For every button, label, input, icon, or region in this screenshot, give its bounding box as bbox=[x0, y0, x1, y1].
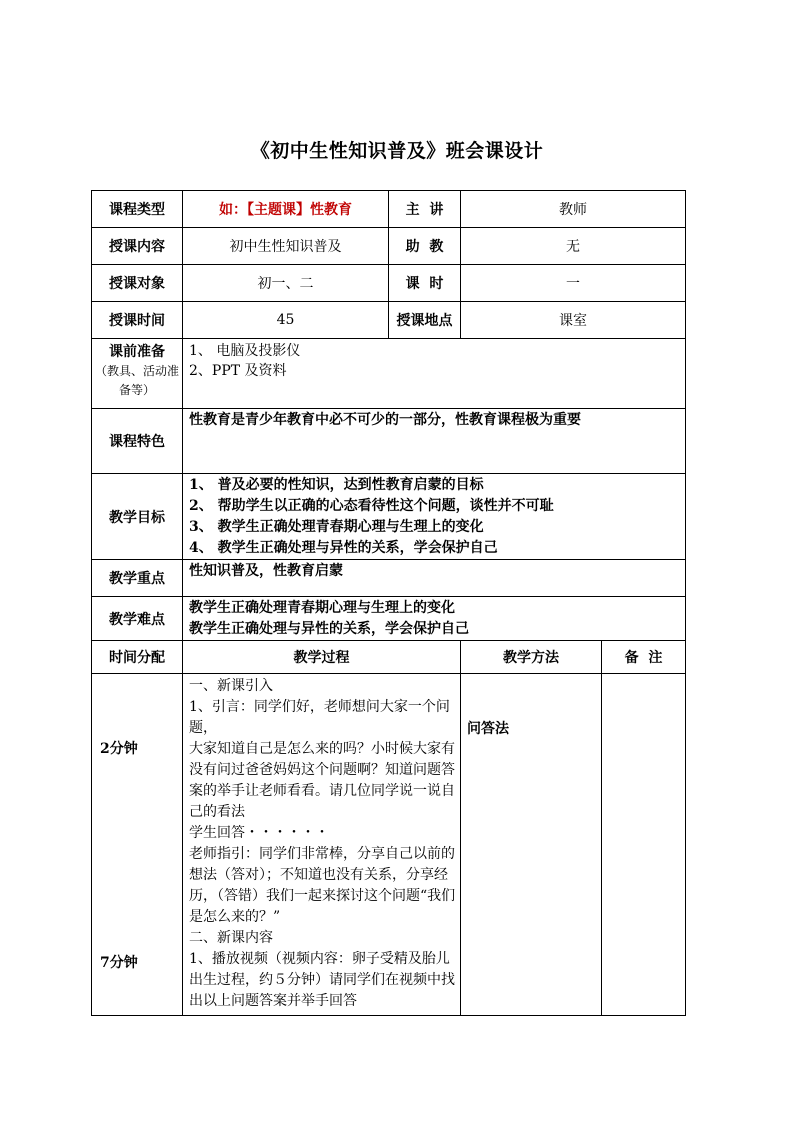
preparation-sublabel: （教具、活动准备等） bbox=[94, 364, 179, 397]
preparation-label: 课前准备 bbox=[109, 344, 165, 360]
row-content bbox=[92, 228, 686, 265]
preparation-label-cell bbox=[92, 339, 183, 409]
place-value: 课室 bbox=[461, 302, 686, 339]
feature-value: 性教育是青少年教育中必不可少的一部分，性教育课程极为重要 bbox=[183, 409, 686, 474]
difficulty-item: 教学生正确处理青春期心理与生理上的变化 bbox=[189, 600, 455, 616]
process-line: 老师指引：同学们非常棒，分享自己以前的想法（答对）；不知道也没有关系，分享经历，（答错）我们一起来探讨这个问题“我们是怎么来的？” bbox=[189, 846, 456, 925]
difficulty-label: 教学难点 bbox=[92, 597, 183, 641]
preparation-value bbox=[183, 339, 686, 409]
preparation-item: 2、PPT 及资料 bbox=[189, 363, 287, 379]
schedule-header-method: 教学方法 bbox=[461, 641, 602, 674]
teaching-process bbox=[183, 674, 461, 1016]
key-point-label: 教学重点 bbox=[92, 560, 183, 597]
process-line: 二、新课内容 bbox=[189, 930, 273, 946]
course-type-value: 如：【主题课】性教育 bbox=[183, 191, 389, 228]
lesson-plan-table bbox=[91, 190, 686, 1016]
schedule-time-cell bbox=[92, 674, 183, 1016]
hours-label: 课 时 bbox=[389, 265, 461, 302]
schedule-header-row bbox=[92, 641, 686, 674]
difficulty-list bbox=[183, 597, 686, 641]
goal-list bbox=[183, 474, 686, 560]
lecturer-label: 主 讲 bbox=[389, 191, 461, 228]
time-value: 45 bbox=[183, 302, 389, 339]
schedule-row bbox=[92, 674, 686, 1016]
goal-label: 教学目标 bbox=[92, 474, 183, 560]
course-type-label: 课程类型 bbox=[92, 191, 183, 228]
target-label: 授课对象 bbox=[92, 265, 183, 302]
page-title: 《初中生性知识普及》班会课设计 bbox=[250, 140, 544, 162]
schedule-header-process: 教学过程 bbox=[183, 641, 461, 674]
assistant-value: 无 bbox=[461, 228, 686, 265]
goal-item: 2、 帮助学生以正确的心态看待性这个问题，谈性并不可耻 bbox=[189, 498, 554, 514]
process-line: 一、新课引入 bbox=[189, 678, 273, 694]
content-label: 授课内容 bbox=[92, 228, 183, 265]
preparation-item: 1、 电脑及投影仪 bbox=[189, 343, 301, 359]
process-line: 大家知道自己是怎么来的吗？小时候大家有没有问过爸爸妈妈这个问题啊？知道问题答案的举手让老师看看。请几位同学说一说自己的看法 bbox=[189, 741, 455, 820]
row-goals bbox=[92, 474, 686, 560]
target-value: 初一、二 bbox=[183, 265, 389, 302]
process-line: 1、引言：同学们好，老师想问大家一个问题， bbox=[189, 699, 450, 736]
row-target bbox=[92, 265, 686, 302]
goal-item: 4、 教学生正确处理与异性的关系，学会保护自己 bbox=[189, 540, 498, 556]
feature-label: 课程特色 bbox=[92, 409, 183, 474]
hours-value: 一 bbox=[461, 265, 686, 302]
time-label: 授课时间 bbox=[92, 302, 183, 339]
process-line: 学生回答・・・・・・ bbox=[189, 825, 329, 841]
row-key-point bbox=[92, 560, 686, 597]
row-preparation bbox=[92, 339, 686, 409]
row-feature bbox=[92, 409, 686, 474]
content-value: 初中生性知识普及 bbox=[183, 228, 389, 265]
time-allocation: 2分钟 bbox=[100, 741, 138, 757]
goal-item: 1、 普及必要的性知识，达到性教育启蒙的目标 bbox=[189, 477, 484, 493]
key-point-value: 性知识普及，性教育启蒙 bbox=[183, 560, 686, 597]
place-label: 授课地点 bbox=[389, 302, 461, 339]
time-allocation: 7分钟 bbox=[100, 955, 138, 971]
notes-cell bbox=[602, 674, 686, 1016]
process-line: 1、播放视频（视频内容：卵子受精及胎儿出生过程，约５分钟）请同学们在视频中找出以上问题答案并举手回答 bbox=[189, 951, 455, 1009]
teaching-method: 问答法 bbox=[461, 674, 602, 1016]
row-course-type bbox=[92, 191, 686, 228]
difficulty-item: 教学生正确处理与异性的关系，学会保护自己 bbox=[189, 621, 469, 637]
lecturer-value: 教师 bbox=[461, 191, 686, 228]
assistant-label: 助 教 bbox=[389, 228, 461, 265]
row-time bbox=[92, 302, 686, 339]
row-difficulty bbox=[92, 597, 686, 641]
goal-item: 3、 教学生正确处理青春期心理与生理上的变化 bbox=[189, 519, 484, 535]
schedule-header-notes: 备 注 bbox=[602, 641, 686, 674]
schedule-header-time: 时间分配 bbox=[92, 641, 183, 674]
